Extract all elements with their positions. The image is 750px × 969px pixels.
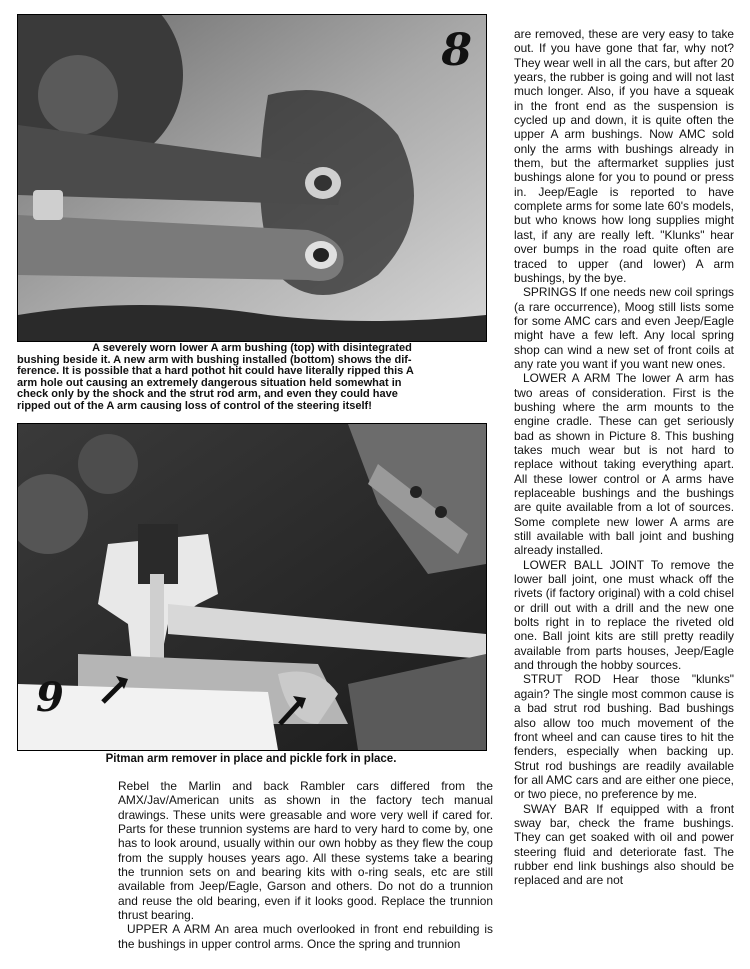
caption-8-line-3: ference. It is possible that a hard pothot hit could have literally ripped this A xyxy=(17,365,414,377)
photo-8 xyxy=(17,14,487,342)
photo-8-caption xyxy=(17,343,487,412)
photo-8-number: 8 xyxy=(441,25,472,76)
caption-8-line-4: arm hole out causing an extremely dangerous situation held somewhat in xyxy=(17,376,402,389)
caption-8-line-6: ripped out of the A arm causing loss of control of the steering itself! xyxy=(17,399,372,412)
paragraph-trunnion: Rebel the Marlin and back Rambler cars differed from the AMX/Jav/American units as shown in the factory tech manual drawings. These units were greasable and wore very well if cared for. Parts for these trunnion systems are hard to very hard to come by, one has to look around, usually within our own hobby as they flew the coup from the supply houses years ago. All these systems take a bearing the trunnion sets on and bearing kits with o-ring seals, etc are still available from Jeep/Eagle, Garson and others. Do not do a trunnion and reuse the old bearing, even if it looks good. Replace the trunnion thrust bearing. xyxy=(118,779,493,923)
paragraph-lower-a-arm: LOWER A ARM The lower A arm has two areas of consideration. First is the bushing where the arm mounts to the engine cradle. These can get seriously bad as shown in Picture 8. This bushing takes much wear but is not hard to replace without taking everything apart. All these lower control or A arms have replaceable bushings and the bushings are quite available from a lot of sources. Some complete new lower A arms are still available with ball joint and bushing already installed. xyxy=(514,371,734,558)
right-column-text xyxy=(514,27,734,888)
photo-8-illustration xyxy=(18,15,486,341)
photo-9 xyxy=(17,423,487,751)
bottom-column-text xyxy=(118,779,493,951)
paragraph-upper-a-arm-continued: are removed, these are very easy to take out. If you have gone that far, why not? They wear well in all the cars, but after 20 years, the rubber is going and will not last much longer. Also, if you have a squeak in the front end as the suspension is cycled up and down, it is quite often the upper A arm bushings. Now AMC sold only the arms with bushings already in them, but the aftermarket supplies just bushings alone for you to pound or press in. Jeep/Eagle is reported to have complete arms for some late 60's models, but who knows how long supplies might last, if any are really left. "Klunks" hear over bumps in the road quite often are traced to upper (and lower) A arm bushings, by the bye. xyxy=(514,27,734,285)
photo-9-caption: Pitman arm remover in place and pickle fork in place. xyxy=(105,753,397,765)
paragraph-upper-a-arm: UPPER A ARM An area much overlooked in front end rebuilding is the bushings in upper control arms. Once the spring and trunnion xyxy=(118,922,493,951)
caption-8-line-2: bushing beside it. A new arm with bushing installed (bottom) shows the dif- xyxy=(17,353,412,366)
paragraph-sway-bar: SWAY BAR If equipped with a front sway bar, check the frame bushings. They can get soaked with oil and power steering fluid and deteriorate fast. The rubber end link bushings also should be replaced and are not xyxy=(514,801,734,888)
photo-9-number: 9 xyxy=(36,674,64,721)
caption-8-line-5: check only by the shock and the strut rod arm, and even they could have xyxy=(17,388,398,400)
paragraph-springs: SPRINGS If one needs new coil springs (a rare occurrence), Moog still lists some for some AMC cars and even Jeep/Eagle might have a few left. Any local spring shop can wind a new set of front coils at any rate you want if you want new ones. xyxy=(514,285,734,371)
caption-8-line-1: A severely worn lower A arm bushing (top) with disintegrated xyxy=(92,342,412,354)
paragraph-strut-rod: STRUT ROD Hear those "klunks" again? The single most common cause is a bad strut rod bushing. Bad bushings also allow too much movement of the front wheel and can cause tires to hit the fenders, especially when backing up. Strut rod bushings are readily available for all AMC cars and are either one piece, or two piece, no preference by me. xyxy=(514,672,734,802)
photo-9-illustration xyxy=(18,424,486,750)
paragraph-lower-ball-joint: LOWER BALL JOINT To remove the lower ball joint, one must whack off the rivets (if factory original) with a cold chisel or drill out with a drill and the new one bolts right in to replace the riveted old one. Ball joint kits are still pretty readily available from parts houses, Jeep/Eagle and through the hobby sources. xyxy=(514,557,734,673)
